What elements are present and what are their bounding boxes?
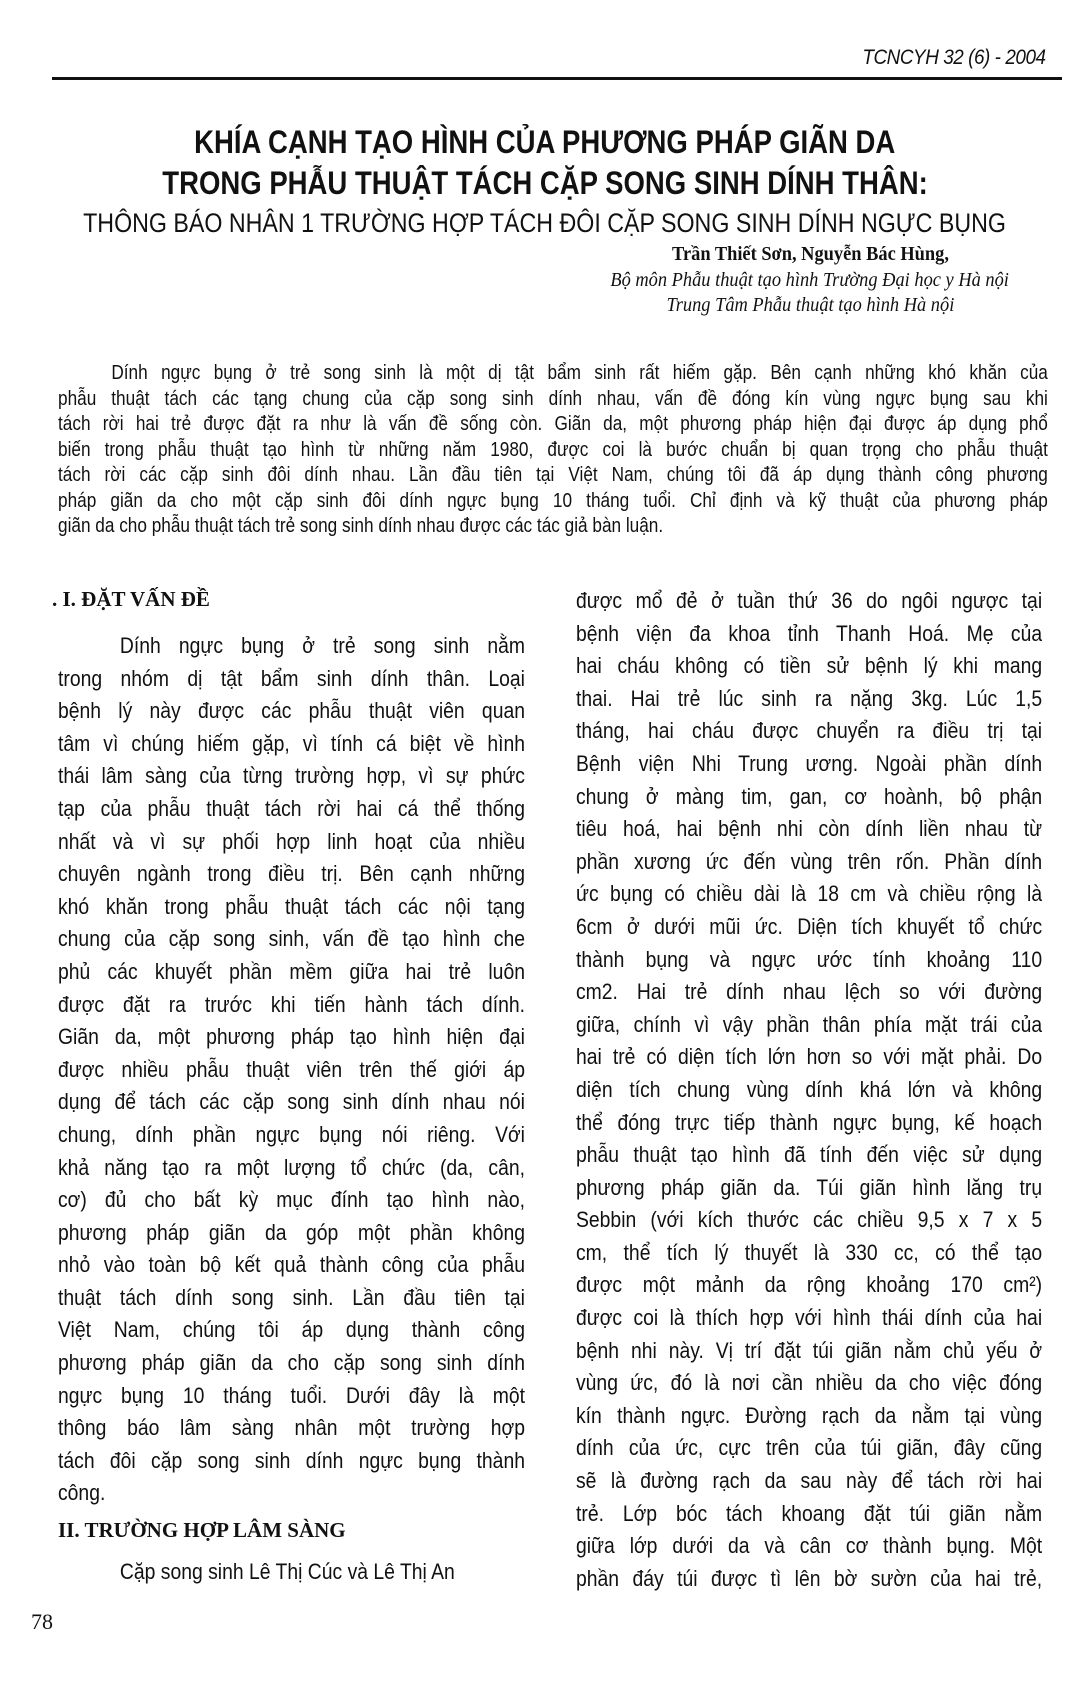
text-line: tách đôi cặp song sinh dính ngực bụng thành (58, 1447, 525, 1473)
text-line: Dính ngực bụng ở trẻ song sinh là một dị tật bẩm sinh rất hiếm gặp. Bên cạnh những khó khăn của (111, 362, 1048, 384)
subtitle (0, 208, 1090, 239)
text-line: chung của cặp song sinh, vấn đề tạo hình che (58, 926, 525, 952)
text-line: phẫu thuật tạo hình đã tính đến việc sử dụng (576, 1142, 1043, 1168)
title-line-1-text: KHÍA CẠNH TẠO HÌNH CỦA PHƯƠNG PHÁP GIÃN DA (194, 124, 896, 160)
text-line: khó khăn trong phẫu thuật tách các nội tạng (58, 893, 525, 919)
text-line: ức bụng có chiều dài là 18 cm và chiều rộng là (576, 881, 1043, 907)
text-line: cm, thể tích lý thuyết là 330 cc, có thể tạo (576, 1239, 1043, 1265)
text-line: Bệnh viện Nhi Trung ương. Ngoài phần dính (576, 750, 1043, 776)
text-line: diện tích chung vùng dính khá lớn và không (576, 1076, 1043, 1102)
affiliation-1-text: Bộ môn Phẫu thuật tạo hình Trường Đại học y Hà nội (610, 269, 1010, 291)
text-line: được mổ đẻ ở tuần thứ 36 do ngôi ngược tại (576, 588, 1043, 613)
text-line: thai. Hai trẻ lúc sinh ra nặng 3kg. Lúc 1,5 (576, 685, 1043, 711)
abstract (58, 361, 1048, 540)
text-line: Sebbin (với kích thước các chiều 9,5 x 7 x 5 (576, 1207, 1043, 1233)
text-line: pháp giãn da cho một cặp sinh đôi dính ngực bụng 10 tháng tuổi. Chỉ định và kỹ thuật của phương pháp (58, 489, 1048, 512)
text-line: được một mảnh da rộng khoảng 170 cm²) (576, 1272, 1043, 1298)
title-line-2 (0, 165, 1090, 202)
text-line: phương pháp giãn da cho cặp song sinh dính (58, 1350, 525, 1376)
text-line: phương pháp giãn da. Túi giãn hình lăng trụ (576, 1174, 1043, 1200)
text-line: công. (58, 1480, 106, 1506)
text-line: tạp của phẫu thuật tách rời hai cá thể thống (58, 795, 525, 821)
text-line: giữa, chính vì vậy phần thân phía mặt trái của (576, 1011, 1043, 1037)
text-line: Giãn da, một phương pháp tạo hình hiện đại (58, 1024, 525, 1050)
text-line: tách rời các cặp sinh đôi dính nhau. Lần đầu tiên tại Việt Nam, chúng tôi đã áp dụng thành công phương (58, 464, 1048, 486)
text-line: giữa lớp dưới da và cân cơ thành bụng. Một (576, 1533, 1043, 1559)
text-line: được đặt ra trước khi tiến hành tách dính. (58, 991, 525, 1017)
text-line: phần xương ức đến vùng trên rốn. Phần dính (576, 848, 1043, 874)
left-column-s2-text (58, 1556, 525, 1589)
text-line: chuyên ngành trong điều trị. Bên cạnh những (58, 861, 525, 887)
text-line: phần đáy túi được tì lên bờ sườn của hai trẻ, (576, 1565, 1043, 1591)
text-line: phẫu thuật tách các tạng chung của cặp song sinh dính nhau, vấn đề đóng kín vùng ngực bụng sau khi (58, 387, 1048, 410)
text-line: trong nhóm dị tật bẩm sinh dính thân. Loại (58, 665, 525, 691)
text-line: bệnh lý này được các phẫu thuật viên quan (58, 698, 525, 724)
text-line: được coi là thích hợp với hình thái dính của hai (576, 1305, 1043, 1331)
text-line: cơ) đủ cho bất kỳ mục đính tạo hình nào, (58, 1187, 525, 1213)
title-line-1 (0, 124, 1090, 161)
text-line: thuật tách dính song sinh. Lần đầu tiên tại (58, 1284, 525, 1310)
text-line: chung, dính phần ngực bụng nói riêng. Với (58, 1121, 525, 1147)
affiliation-2-text: Trung Tâm Phẫu thuật tạo hình Hà nội (666, 294, 954, 316)
text-line: được nhiều phẫu thuật viên trên thế giới áp (58, 1056, 525, 1082)
text-line: tâm vì chúng hiếm gặp, vì tính cá biệt về hình (58, 730, 525, 756)
text-line: cm2. Hai trẻ dính nhau lệch so với đường (576, 979, 1043, 1005)
text-line: 6cm ở dưới mũi ức. Diện tích khuyết tổ chức (576, 913, 1043, 939)
title-line-2-text: TRONG PHẪU THUẬT TÁCH CẶP SONG SINH DÍNH THÂN: (162, 165, 928, 201)
text-line: tiêu hoá, hai bệnh nhi còn dính liền nhau từ (576, 816, 1043, 842)
header-rule (52, 77, 1062, 80)
left-column-text (58, 630, 525, 1510)
right-column-text (576, 585, 1042, 1595)
text-line: kín thành ngực. Đường rạch da nằm tại vùng (576, 1402, 1043, 1428)
text-line: chung ở màng tim, gan, cơ hoành, bộ phận (576, 783, 1043, 809)
running-head: TCNCYH 32 (6) - 2004 (862, 46, 1046, 69)
text-line: thông báo lâm sàng nhân một trường hợp (58, 1415, 525, 1441)
text-line: Việt Nam, chúng tôi áp dụng thành công (58, 1317, 525, 1343)
text-line: dính của ức, cực trên của túi giãn, đây cũng (576, 1435, 1043, 1461)
text-line: thành bụng và ngực ước tính khoảng 110 (576, 946, 1043, 972)
text-line: bệnh viện đa khoa tỉnh Thanh Hoá. Mẹ của (576, 620, 1043, 646)
text-line: sẽ là đường rạch da sau này để tách rời hai (576, 1468, 1043, 1494)
text-line: hai trẻ có diện tích lớn hơn so với mặt phải. Do (576, 1044, 1043, 1070)
text-line: thể đóng trực tiếp thành ngực bụng, kế hoạch (576, 1109, 1043, 1135)
page-number: 78 (31, 1609, 53, 1634)
text-line: phương pháp giãn da góp một phần không (58, 1219, 525, 1245)
text-line: biến trong phẫu thuật tạo hình từ những năm 1980, được coi là bước chuẩn bị quan trọng cho phẫu thuật (58, 438, 1048, 461)
text-line: tháng, hai cháu được chuyển ra điều trị tại (576, 718, 1043, 744)
author-names (500, 243, 1090, 266)
text-line: bệnh nhi này. Vị trí đặt túi giãn nằm chủ yếu ở (576, 1337, 1043, 1363)
text-line: giãn da cho phẫu thuật tách trẻ song sinh dính nhau được các tác giả bàn luận. (58, 515, 664, 537)
text-line: thái lâm sàng của từng trường hợp, vì sự phức (58, 763, 525, 789)
text-line: nhỏ vào toàn bộ kết quả thành công của phẫu (58, 1252, 525, 1278)
text-line: hai cháu không có tiền sử bệnh lý khi mang (576, 653, 1043, 679)
text-line: ngực bụng 10 tháng tuổi. Dưới đây là một (58, 1382, 525, 1408)
affiliation-2 (500, 294, 1090, 317)
text-line: nhất và vì sự phối hợp linh hoạt của nhiều (58, 828, 525, 854)
text-line: khả năng tạo ra một lượng tổ chức (da, cân, (58, 1154, 525, 1180)
section-heading-case: II. TRƯỜNG HỢP LÂM SÀNG (58, 1518, 346, 1542)
text-line: vùng ức, đó là nơi cần nhiều da cho việc đóng (576, 1370, 1043, 1396)
text-line: tách rời hai trẻ được đặt ra như là vấn đề sống còn. Giãn da, một phương pháp hiện đại được áp dụng phổ (58, 413, 1048, 435)
text-line: phủ các khuyết phần mềm giữa hai trẻ luôn (58, 958, 525, 984)
text-line: Cặp song sinh Lê Thị Cúc và Lê Thị An (119, 1559, 455, 1584)
text-line: dụng để tách các cặp song sinh dính nhau nói (58, 1089, 525, 1115)
text-line: Dính ngực bụng ở trẻ song sinh nằm (119, 633, 525, 658)
text-line: trẻ. Lớp bóc tách khoang đặt túi giãn nằm (576, 1500, 1043, 1526)
affiliation-1 (500, 269, 1090, 292)
subtitle-text: THÔNG BÁO NHÂN 1 TRƯỜNG HỢP TÁCH ĐÔI CẶP SONG SINH DÍNH NGỰC BỤNG (83, 208, 1007, 238)
author-names-text: Trần Thiết Sơn, Nguyễn Bác Hùng, (671, 243, 949, 265)
section-heading-introduction: . I. ĐẶT VẤN ĐỀ (52, 587, 210, 611)
